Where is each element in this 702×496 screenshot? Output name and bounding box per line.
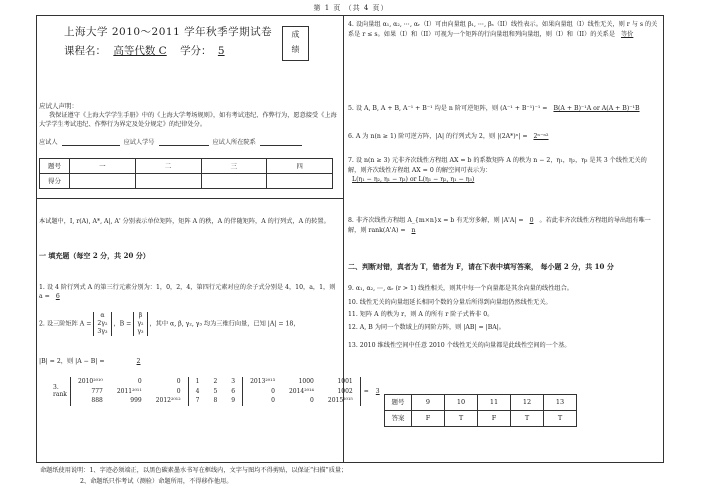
score-col-4: 四 bbox=[267, 159, 333, 174]
judge-answer-cell[interactable]: T bbox=[445, 411, 478, 427]
credit-value: 5 bbox=[217, 45, 225, 57]
judge-row-label-answer: 答案 bbox=[385, 411, 412, 427]
judge-num-cell: 13 bbox=[544, 395, 577, 411]
signature-line bbox=[39, 139, 339, 147]
score-header-row bbox=[40, 159, 333, 174]
q3-m3-row bbox=[243, 396, 360, 406]
q3-m1-cell: 888 bbox=[91, 397, 103, 404]
q3-m1-cell: 777 bbox=[91, 387, 103, 395]
section2-title: 二、判断对错，真者为 T，错者为 F，请在下表中填写答案， 每小题 2 分，共 10 分 bbox=[348, 262, 614, 271]
q3-m1-cell: 999 bbox=[130, 397, 142, 404]
judge-num-cell: 10 bbox=[445, 395, 478, 411]
q3-m3-cell: 1000 bbox=[298, 378, 314, 385]
q3-m2-cell: 5 bbox=[213, 387, 218, 395]
judge-10: 10. 线性无关的向量组延长相同个数的分量后所得到向量组仍然线性无关。 bbox=[348, 299, 552, 306]
q7-text: 7. 设 n(n ≥ 3) 元非齐次线性方程组 AX = b 的系数矩阵 A 的秩为 n − 2，η₁，η₂，η₃ 是其 3 个线性无关的解，则齐次线性方程组 AX = 0 的解空间可表示为： bbox=[348, 157, 647, 174]
q3-m1-row bbox=[70, 396, 188, 406]
q3-label: 3. rank bbox=[53, 383, 67, 399]
q3-m3-cell: 0 bbox=[271, 397, 275, 404]
q8-text: 8. 非齐次线性方程组 A_{m×n}x = b 有无穷多解，则 |A'A| = bbox=[348, 217, 524, 224]
question-2 bbox=[39, 312, 339, 336]
sign-label-dept: 应试人所在院系 bbox=[212, 139, 256, 146]
q3-m1-row bbox=[70, 377, 188, 387]
judge-answer-table bbox=[384, 394, 577, 427]
q2-pre: 2. 设三阶矩阵 A = bbox=[39, 320, 92, 328]
score-col-3: 三 bbox=[201, 159, 267, 174]
judge-9: 9. α₁, α₂, ⋯, αᵣ (r > 1) 线性相关，则其中每一个向量都是其余向量的线性组合。 bbox=[348, 285, 573, 292]
separator-rule bbox=[37, 198, 343, 199]
credit-label: 学分： bbox=[180, 45, 212, 57]
exam-title: 上海大学 2010～2011 学年秋季学期试卷 bbox=[64, 26, 273, 38]
q2-mid: ，B = bbox=[113, 320, 132, 328]
judge-num-cell: 9 bbox=[412, 395, 445, 411]
q6-text: 6. A 为 n(n ≥ 1) 阶可逆方阵，|A| 的行列式为 2，则 |(2A*)ⁿ| = bbox=[348, 133, 528, 140]
q3-m1-cell: 2012²⁰¹² bbox=[155, 397, 181, 404]
q2-a-row1: α bbox=[100, 312, 105, 319]
judge-row-label-number: 题号 bbox=[385, 395, 412, 411]
q3-m1-cell: 2010²⁰¹⁰ bbox=[77, 378, 103, 385]
q2-post: ，其中 α, β, γ₂, γ₃ 均为三维行向量，已知 |A| = 18， bbox=[149, 320, 300, 328]
q2-b-row3: γ₃ bbox=[137, 328, 144, 336]
judge-12: 12. A, B 为同一个数域上的同阶方阵，则 |AB| = |BA|。 bbox=[348, 324, 505, 331]
q1-text: 1. 设 4 阶行列式 A 的第三行元素分别为：1，0，2，4，第四行元素对应的余子式分别是 4，10，a，1，则 a = bbox=[39, 284, 336, 301]
q3-m1-cell: 2011²⁰¹¹ bbox=[116, 387, 142, 395]
judge-answer-cell[interactable]: F bbox=[478, 411, 511, 427]
q4-text: 4. 设向量组 α₁, α₂, ⋯, αᵣ（I）可由向量组 β₁, ⋯, βₛ（II）线性表示。如果向量组（I）线性无关，则 r 与 s 的关系是 r ≤ s。如果（I）和（II）可视为一个矩阵的行向量组和列向量组，则（I）和（II）的关系是 bbox=[348, 21, 658, 38]
score-col-2: 二 bbox=[135, 159, 201, 174]
score-row-label-score: 得分 bbox=[40, 174, 70, 189]
q3-m2-cell: 6 bbox=[231, 387, 236, 395]
q3-answer: 3 bbox=[375, 387, 380, 395]
judge-13: 13. 2010 维线性空间中任意 2010 个线性无关的向量都是此线性空间的一个基。 bbox=[348, 342, 571, 349]
q3-m2-cell: 4 bbox=[195, 387, 200, 395]
question-7 bbox=[348, 156, 658, 185]
question-3: 3. rank 2010²⁰¹⁰ 0 0 777 2011²⁰¹¹ 0 888 999 2012²⁰¹² 1 2 3 4 5 6 7 8 9 2013²⁰¹³ 1000 1001 0 2014²⁰¹⁴ 1002 0 0 2015²⁰¹⁵ = 3 bbox=[53, 377, 384, 406]
q3-m2-cell: 3 bbox=[231, 378, 236, 385]
q3-m2-row bbox=[189, 387, 243, 397]
q2-b-row2: γ₂ bbox=[137, 320, 144, 328]
q2-b-row1: β bbox=[138, 312, 143, 319]
page-header: 第 1 页 （共 4 页） bbox=[313, 4, 389, 12]
q3-m3-cell: 2013²⁰¹³ bbox=[250, 378, 275, 385]
judge-answer-row bbox=[385, 411, 577, 427]
q3-m3-cell: 2015²⁰¹⁵ bbox=[327, 397, 353, 404]
q3-m3-cell: 1002 bbox=[337, 387, 353, 395]
judge-answer-cell[interactable]: T bbox=[544, 411, 577, 427]
section1-title: 一 填充题（每空 2 分，共 20 分） bbox=[39, 251, 150, 260]
question-4 bbox=[348, 20, 658, 39]
question-6 bbox=[348, 132, 658, 142]
q3-m1-cell: 0 bbox=[176, 387, 181, 395]
judge-num-cell: 12 bbox=[511, 395, 544, 411]
question-5 bbox=[348, 104, 658, 114]
q3-m1-cell: 0 bbox=[137, 378, 142, 385]
footer-line-2: 2、命题纸只作考试（测验）命题所用，不得移作他用。 bbox=[80, 477, 233, 485]
judge-answer-cell[interactable]: F bbox=[412, 411, 445, 427]
q8-answer-2: n bbox=[411, 226, 416, 234]
q1-answer: 6 bbox=[55, 293, 60, 301]
footer-line-1: 命题纸使用说明：1、字迹必须端正，以黑色碳素墨水书写在框线内，文字与图均不得剪贴，以保证“扫描”质量； bbox=[40, 467, 348, 474]
q5-text: 5. 设 A, B, A + B, A⁻¹ + B⁻¹ 均是 n 阶可逆矩阵，则 (A⁻¹ + B⁻¹)⁻¹ = bbox=[348, 105, 548, 112]
grade-box bbox=[282, 26, 309, 61]
q7-answer: L(η₁ − η₂, η₁ − η₃) or L(η₁ − η₂, η₁ − η₃) bbox=[352, 176, 475, 184]
q3-m2-cell: 8 bbox=[213, 397, 218, 404]
q8-tail: 。若此非齐次线性方程组的导出组有唯一解，则 rank(A'A) = bbox=[348, 217, 651, 234]
judge-11: 11. 矩阵 A 的秩为 r，则 A 的所有 r 阶子式皆非 0。 bbox=[348, 311, 494, 318]
left-column bbox=[37, 16, 380, 462]
score-row-label-number: 题号 bbox=[40, 159, 70, 174]
q3-m2-cell: 7 bbox=[195, 397, 200, 404]
course-label: 课程名： bbox=[64, 45, 106, 57]
q3-m3-cell: 0 bbox=[310, 397, 314, 404]
q3-m2-row bbox=[189, 396, 243, 406]
judge-num-cell: 11 bbox=[478, 395, 511, 411]
sign-field-dept[interactable] bbox=[260, 139, 302, 146]
q3-m3-row bbox=[243, 377, 360, 387]
question-2-line2 bbox=[39, 357, 339, 366]
q5-answer: B(A + B)⁻¹A or A(A + B)⁻¹B bbox=[553, 105, 640, 112]
score-cell-2[interactable] bbox=[135, 174, 201, 189]
q3-m2-row bbox=[189, 377, 243, 387]
q8-answer: 0 bbox=[529, 217, 534, 224]
q3-m1-row bbox=[70, 387, 188, 397]
sign-field-id[interactable] bbox=[159, 139, 209, 146]
q3-m3-row bbox=[243, 387, 360, 397]
q3-matrix-mid bbox=[189, 377, 243, 406]
score-table bbox=[39, 158, 333, 189]
q2-a-row3: 3γ₃ bbox=[97, 328, 108, 336]
q4-answer: 等价 bbox=[620, 30, 634, 38]
sign-label-id: 应试人学号 bbox=[123, 139, 155, 146]
footer-instructions bbox=[40, 466, 660, 487]
sign-field-name[interactable] bbox=[62, 139, 120, 146]
judge-answer-cell[interactable]: T bbox=[511, 411, 544, 427]
score-cell-1[interactable] bbox=[70, 174, 136, 189]
declaration-text: 我保证遵守《上海大学学生手册》中的《上海大学考场规则》，如有考试违纪、作弊行为，愿意接受《上海大学学生考试违纪、作弊行为界定及处分规定》的纪律处分。 bbox=[39, 112, 337, 128]
score-col-1: 一 bbox=[70, 159, 136, 174]
notation-note: 本试题中，I, r(A), A*, A|, A' 分别表示单位矩阵，矩阵 A 的秩，A 的伴随矩阵，A 的行列式，A 的转置。 bbox=[39, 218, 330, 225]
q2-matrix-b bbox=[133, 312, 147, 336]
grade-char-1: 成 bbox=[291, 30, 300, 39]
declaration-heading: 应试人声明： bbox=[39, 102, 78, 110]
judge-number-row bbox=[385, 395, 577, 411]
sign-label-name: 应试人 bbox=[39, 139, 58, 146]
q3-m3-cell: 2014²⁰¹⁴ bbox=[288, 387, 314, 395]
q3-m3-cell: 1001 bbox=[337, 378, 353, 385]
score-value-row bbox=[40, 174, 333, 189]
score-cell-3[interactable] bbox=[201, 174, 267, 189]
q2-matrix-a bbox=[93, 312, 111, 336]
score-cell-4[interactable] bbox=[267, 174, 333, 189]
q2-answer: 2 bbox=[136, 358, 141, 365]
q3-m2-cell: 9 bbox=[231, 397, 236, 404]
q3-matrix-left bbox=[70, 377, 189, 406]
q6-answer: 2ⁿ⁻ⁿ² bbox=[533, 133, 549, 140]
course-name: 高等代数 C bbox=[113, 45, 167, 57]
q3-m2-cell: 1 bbox=[195, 378, 200, 385]
question-1 bbox=[39, 283, 339, 302]
q2-a-row2: 2γ₂ bbox=[97, 320, 108, 328]
q3-m2-cell: 2 bbox=[213, 378, 218, 385]
right-column bbox=[344, 16, 663, 462]
question-8 bbox=[348, 216, 658, 235]
course-line bbox=[64, 45, 225, 58]
q3-m3-cell: 0 bbox=[271, 387, 275, 395]
q3-m1-cell: 0 bbox=[176, 378, 181, 385]
grade-char-2: 绩 bbox=[291, 45, 300, 54]
q3-block-matrix bbox=[70, 377, 361, 406]
q2-line2: |B| = 2，则 |A − B| = bbox=[39, 358, 105, 365]
